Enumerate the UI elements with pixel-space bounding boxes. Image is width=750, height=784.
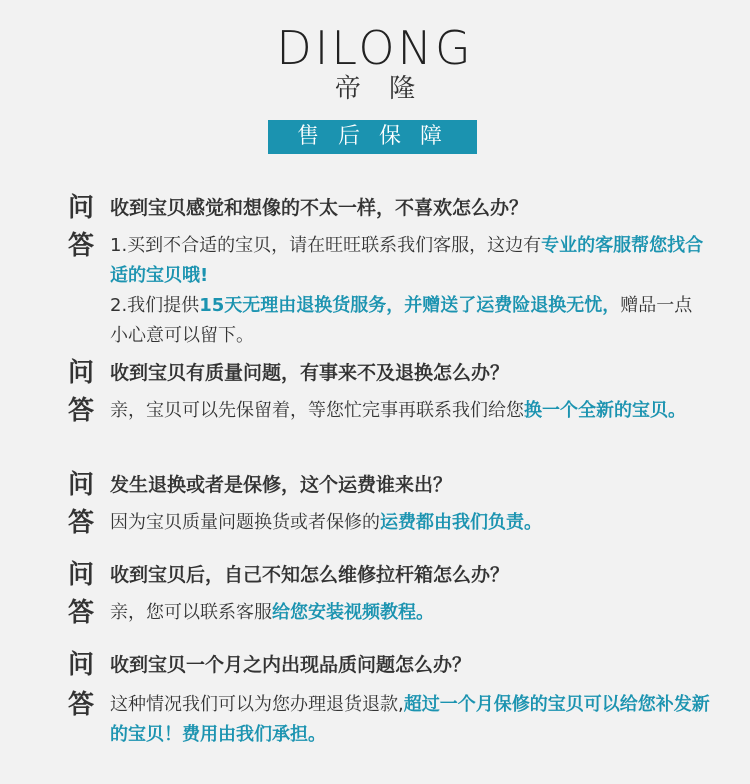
answer-mark-label: 答 <box>68 598 95 628</box>
question-text: 发生退换或者是保修，这个运费谁来出？ <box>110 474 453 496</box>
answer-plain-text: 因为宝贝质量问题换货或者保修的 <box>110 512 380 533</box>
brand-header <box>0 22 750 106</box>
question-mark-label: 问 <box>68 650 95 680</box>
answer-highlight-text: 换一个全新的宝贝。 <box>524 400 686 421</box>
answer-text <box>110 690 710 750</box>
answer-plain-text: 2.我们提供 <box>110 295 200 316</box>
answer-plain-text: 亲，您可以联系客服 <box>110 602 272 623</box>
answer-plain-text: 这种情况我们可以为您办理退货退款, <box>110 694 404 715</box>
question-text: 收到宝贝有质量问题，有事来不及退换怎么办？ <box>110 362 510 384</box>
answer-text <box>110 598 710 628</box>
answer-text <box>110 508 710 538</box>
question-mark-label: 问 <box>68 560 95 590</box>
answer-tail-text: 赠品一点小心意可以留下。 <box>110 295 693 346</box>
answer-mark-label: 答 <box>68 396 95 426</box>
answer-highlight-text: 专业的客服帮您找合适的宝贝哦! <box>110 235 704 286</box>
answer-plain-text: 亲，宝贝可以先保留着，等您忙完事再联系我们给您 <box>110 400 524 421</box>
brand-chinese-name: 帝 隆 <box>334 74 426 104</box>
answer-mark-label: 答 <box>68 231 95 261</box>
question-mark-label: 问 <box>68 358 95 388</box>
answer-plain-text: 1.买到不合适的宝贝，请在旺旺联系我们客服，这边有 <box>110 235 542 256</box>
answer-highlight-text: 超过一个月保修的宝贝可以给您补发新的宝贝！费用由我们承担。 <box>110 694 710 745</box>
answer-text <box>110 231 710 291</box>
answer-mark-label: 答 <box>68 690 95 720</box>
question-text: 收到宝贝后，自己不知怎么维修拉杆箱怎么办？ <box>110 564 510 586</box>
answer-mark-label: 答 <box>68 508 95 538</box>
question-mark-label: 问 <box>68 470 95 500</box>
answer-highlight-text: 给您安装视频教程。 <box>272 602 434 623</box>
answer-text <box>110 396 700 426</box>
answer-text <box>110 291 710 351</box>
question-text: 收到宝贝感觉和想像的不太一样，不喜欢怎么办？ <box>110 197 529 219</box>
answer-highlight-text: 15天无理由退换货服务，并赠送了运费险退换无忧， <box>199 295 621 316</box>
question-text: 收到宝贝一个月之内出现品质问题怎么办？ <box>110 654 472 676</box>
brand-logo-text: DILONG <box>276 21 474 75</box>
answer-highlight-text: 运费都由我们负责。 <box>380 512 542 533</box>
section-banner: 售 后 保 障 <box>268 120 477 154</box>
question-mark-label: 问 <box>68 193 95 223</box>
